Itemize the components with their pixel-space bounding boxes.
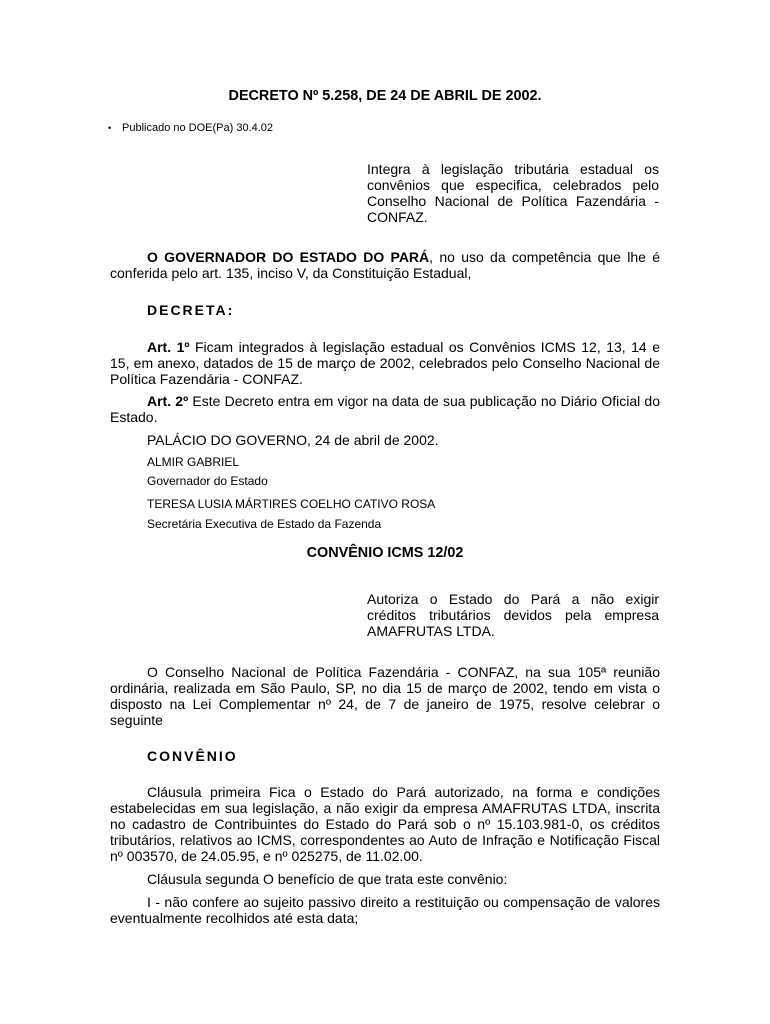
signatory-1-name: ALMIR GABRIEL [147,455,240,469]
bullet-icon: • [108,123,112,133]
decreta-heading: DECRETA: [147,302,235,318]
article-2 [110,393,660,425]
convenio-heading: CONVÊNIO [147,748,238,764]
signatory-1-role: Governador do Estado [147,474,268,488]
article-2-text: Este Decreto entra em vigor na data de sua publicação no Diário Oficial do Estado. [110,393,661,425]
place-date: PALÁCIO DO GOVERNO, 24 de abril de 2002. [147,432,439,448]
convenio-ementa: Autoriza o Estado do Pará a não exigir créditos tributários devidos pela empresa AMAFRUTAS LTDA. [367,591,659,639]
clause-2-item-1: I - não confere ao sujeito passivo direito a restituição ou compensação de valores eventualmente recolhidos até esta data; [110,894,660,926]
publication-note-text: Publicado no DOE(Pa) 30.4.02 [122,122,274,134]
decree-ementa: Integra à legislação tributária estadual os convênios que especifica, celebrados pelo Conselho Nacional de Política Fazendária - CONFAZ. [367,161,659,225]
clause-2: Cláusula segunda O benefício de que trata este convênio: [147,871,508,887]
clause-1: Cláusula primeira Fica o Estado do Pará autorizado, na forma e condições estabelecidas em sua legislação, a não exigir da empresa AMAFRUTAS LTDA, inscrita no cadastro de Contribuintes do Estado do Pará sob o nº 15.103.981-0, os créditos tributários, relativos ao ICMS, correspondentes ao Auto de Infração e Notificação Fiscal nº 003570, de 24.05.95, e nº 025275, de 11.02.00. [110,784,660,864]
article-1 [110,339,660,387]
decree-preamble [110,249,660,281]
article-2-label: Art. 2º [147,393,189,409]
preamble-authority: O GOVERNADOR DO ESTADO DO PARÁ [147,249,430,265]
signatory-2-name: TERESA LUSIA MÁRTIRES COELHO CATIVO ROSA [147,497,436,511]
article-1-label: Art. 1º [147,339,190,355]
preamble-text: , no uso da competência que lhe é conferida pelo art. 135, inciso V, da Constituição Estadual, [110,249,660,281]
publication-note [108,121,273,135]
convenio-preamble: O Conselho Nacional de Política Fazendária - CONFAZ, na sua 105ª reunião ordinária, realizada em São Paulo, SP, no dia 15 de março de 2002, tendo em vista o disposto na Lei Complementar nº 24, de 7 de janeiro de 1975, resolve celebrar o seguinte [110,664,660,728]
convenio-title: CONVÊNIO ICMS 12/02 [306,545,464,561]
article-1-text: Ficam integrados à legislação estadual os Convênios ICMS 12, 13, 14 e 15, em anexo, datados de 15 de março de 2002, celebrados pelo Conselho Nacional de Política Fazendária - CONFAZ. [110,339,660,387]
decree-title: DECRETO Nº 5.258, DE 24 DE ABRIL DE 2002. [228,88,542,104]
signatory-2-role: Secretária Executiva de Estado da Fazenda [147,517,382,531]
